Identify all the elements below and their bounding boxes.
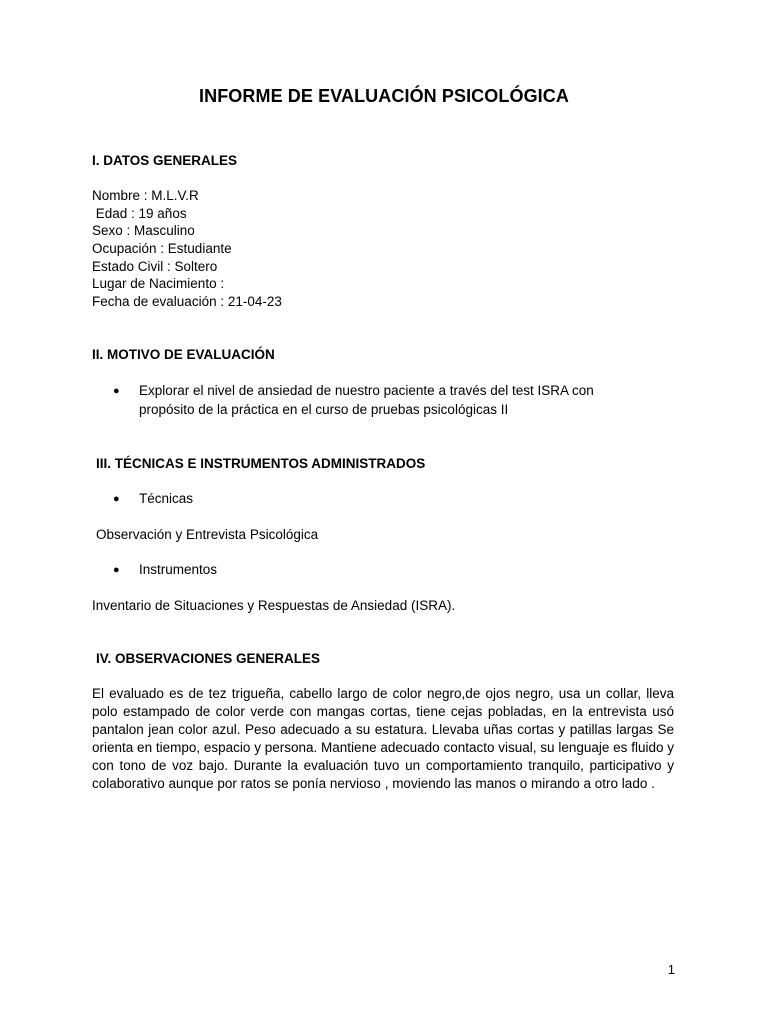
field-ocupacion: Ocupación : Estudiante [92, 241, 232, 256]
observaciones-paragraph: El evaluado es de tez trigueña, cabello largo de color negro,de ojos negro, usa un collar, lleva polo estampado de color verde con mangas cortas, tiene cejas pobladas, en la entrevista usó pantalon jean color azul. Peso adecuado a su estatura. Llevaba uñas cortas y patillas largas Se orienta en tiempo, espacio y persona. Mantiene adecuado contacto visual, su lenguaje es fluido y con tono de voz bajo. Durante la evaluación tuvo un comportamiento tranquilo, participativo y colaborativo aunque por ratos se ponía nervioso , moviendo las manos o mirando a otro lado . [92, 686, 674, 791]
bullet-icon: ● [113, 385, 120, 397]
field-fecha-evaluacion: Fecha de evaluación : 21-04-23 [92, 294, 282, 309]
field-nombre: Nombre : M.L.V.R [92, 188, 199, 203]
bullet-text-tecnicas: Técnicas [139, 491, 194, 506]
tecnicas-description: Observación y Entrevista Psicológica [96, 527, 319, 542]
field-sexo: Sexo : Masculino [92, 223, 195, 238]
section-heading-datos-generales: I. DATOS GENERALES [92, 153, 238, 168]
section-heading-observaciones: IV. OBSERVACIONES GENERALES [96, 651, 321, 666]
bullet-text-instrumentos: Instrumentos [139, 562, 218, 577]
bullet-icon: ● [113, 493, 120, 505]
field-estado-civil: Estado Civil : Soltero [92, 259, 218, 274]
bullet-text-line1: Explorar el nivel de ansiedad de nuestro paciente a través del test ISRA con [139, 383, 594, 398]
bullet-icon: ● [113, 564, 120, 576]
section-heading-motivo: II. MOTIVO DE EVALUACIÓN [92, 347, 275, 362]
instrumentos-description: Inventario de Situaciones y Respuestas de Ansiedad (ISRA). [92, 598, 456, 613]
field-edad: Edad : 19 años [92, 206, 187, 221]
document-title: INFORME DE EVALUACIÓN PSICOLÓGICA [199, 86, 569, 106]
page-number: 1 [667, 962, 675, 977]
field-lugar-nacimiento: Lugar de Nacimiento : [92, 276, 225, 291]
section-heading-tecnicas: III. TÉCNICAS E INSTRUMENTOS ADMINISTRADOS [96, 456, 426, 471]
bullet-text-line2: propósito de la práctica en el curso de pruebas psicológicas II [139, 402, 509, 417]
